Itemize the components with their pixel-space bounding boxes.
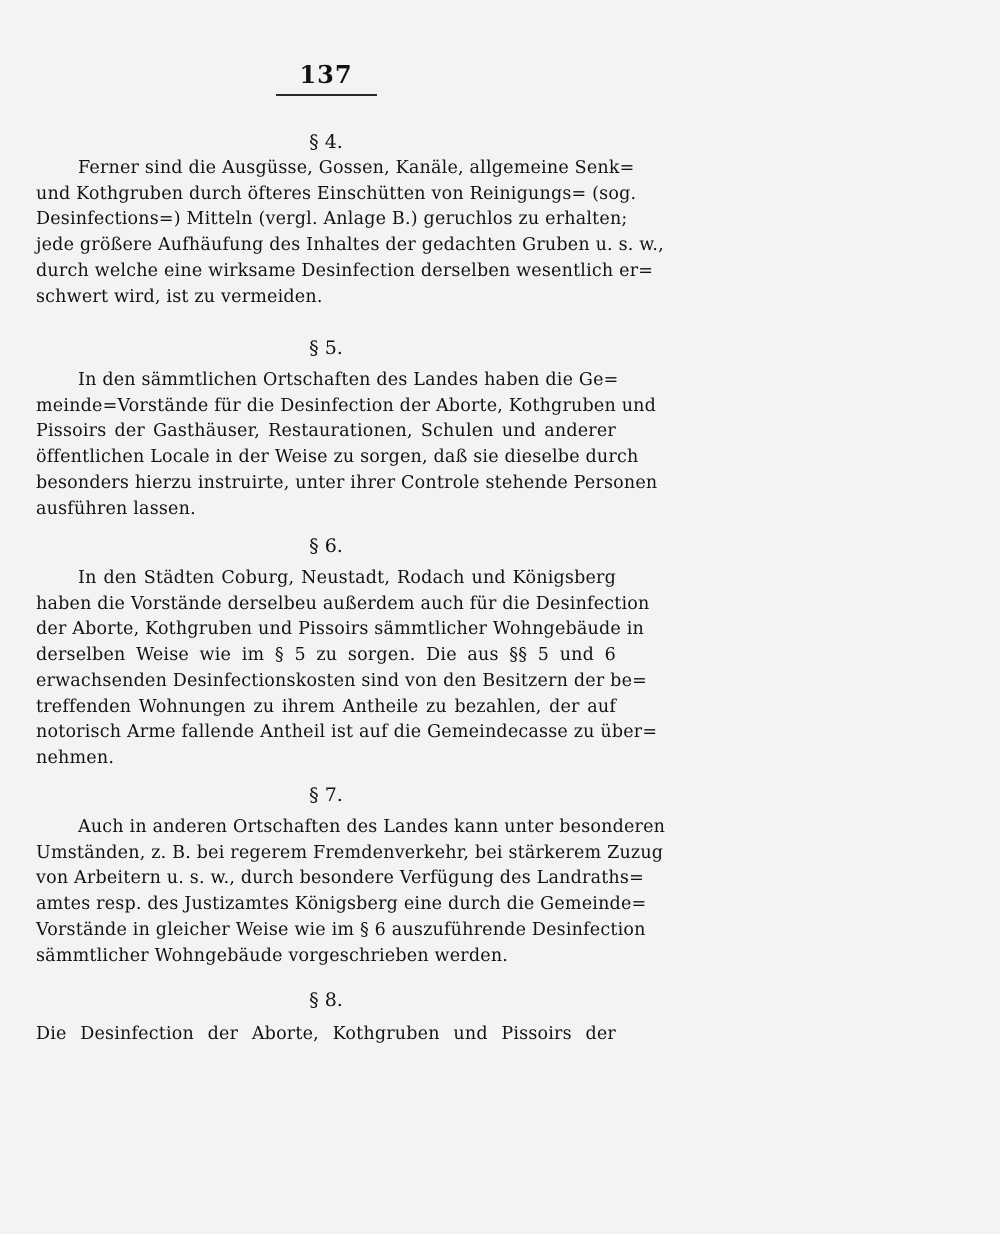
text-line: sämmtlicher Wohngebäude vorgeschrieben werden.: [36, 945, 509, 966]
page-number: 137: [299, 60, 353, 89]
text-line: Ferner sind die Ausgüsse, Gossen, Kanäle, allgemeine Senk=: [78, 158, 635, 178]
paragraph-4: [36, 156, 664, 310]
text-line: ausführen lassen.: [36, 498, 196, 519]
text-line: meinde=Vorstände für die Desinfection der Aborte, Kothgruben und: [36, 395, 657, 416]
text-line: besonders hierzu instruirte, unter ihrer Controle stehende Personen: [36, 472, 658, 493]
text-line: Die Desinfection der Aborte, Kothgruben und Pissoirs der: [36, 1024, 616, 1044]
paragraph-7: [36, 815, 666, 969]
section-heading-7: § 7.: [309, 784, 343, 806]
text-line: nehmen.: [36, 747, 115, 768]
text-line: Desinfections=) Mitteln (vergl. Anlage B.) geruchlos zu erhalten;: [36, 209, 628, 230]
paragraph-5: [36, 368, 658, 522]
text-line: öffentlichen Locale in der Weise zu sorgen, daß sie dieselbe durch: [36, 447, 639, 468]
text-line: der Aborte, Kothgruben und Pissoirs sämmtlicher Wohngebäude in: [36, 619, 645, 640]
text-line: von Arbeitern u. s. w., durch besondere Verfügung des Landraths=: [36, 868, 644, 889]
section-heading-4: § 4.: [309, 131, 343, 153]
text-line: haben die Vorstände derselbeu außerdem auch für die Desinfection: [36, 593, 650, 614]
text-line: durch welche eine wirksame Desinfection derselben wesentlich er=: [36, 260, 654, 281]
text-line: treffenden Wohnungen zu ihrem Antheile zu bezahlen, der auf: [36, 696, 616, 717]
text-line: Pissoirs der Gasthäuser, Restaurationen, Schulen und anderer: [36, 421, 616, 442]
text-line: notorisch Arme fallende Antheil ist auf die Gemeindecasse zu über=: [36, 722, 658, 743]
section-heading-8: § 8.: [309, 989, 343, 1011]
text-line: jede größere Aufhäufung des Inhaltes der gedachten Gruben u. s. w.,: [36, 235, 664, 256]
text-line: erwachsenden Desinfectionskosten sind von den Besitzern der be=: [36, 670, 648, 691]
text-line: In den Städten Coburg, Neustadt, Rodach und Königsberg: [78, 568, 616, 588]
text-line: Auch in anderen Ortschaften des Landes kann unter besonderen: [78, 817, 666, 837]
text-line: In den sämmtlichen Ortschaften des Landes haben die Ge=: [78, 370, 619, 390]
section-heading-6: § 6.: [309, 535, 343, 557]
paragraph-6: [36, 566, 658, 772]
text-line: Vorstände in gleicher Weise wie im § 6 auszuführende Desinfection: [36, 919, 646, 940]
text-line: amtes resp. des Justizamtes Königsberg eine durch die Gemeinde=: [36, 894, 647, 915]
text-line: derselben Weise wie im § 5 zu sorgen. Die aus §§ 5 und 6: [36, 645, 616, 666]
text-line: und Kothgruben durch öfteres Einschütten von Reinigungs= (sog.: [36, 183, 637, 204]
paragraph-8: [36, 1022, 616, 1048]
text-line: Umständen, z. B. bei regerem Fremdenverkehr, bei stärkerem Zuzug: [36, 842, 664, 863]
section-heading-5: § 5.: [309, 337, 343, 359]
header-rule: [276, 94, 377, 96]
text-line: schwert wird, ist zu vermeiden.: [36, 286, 323, 307]
